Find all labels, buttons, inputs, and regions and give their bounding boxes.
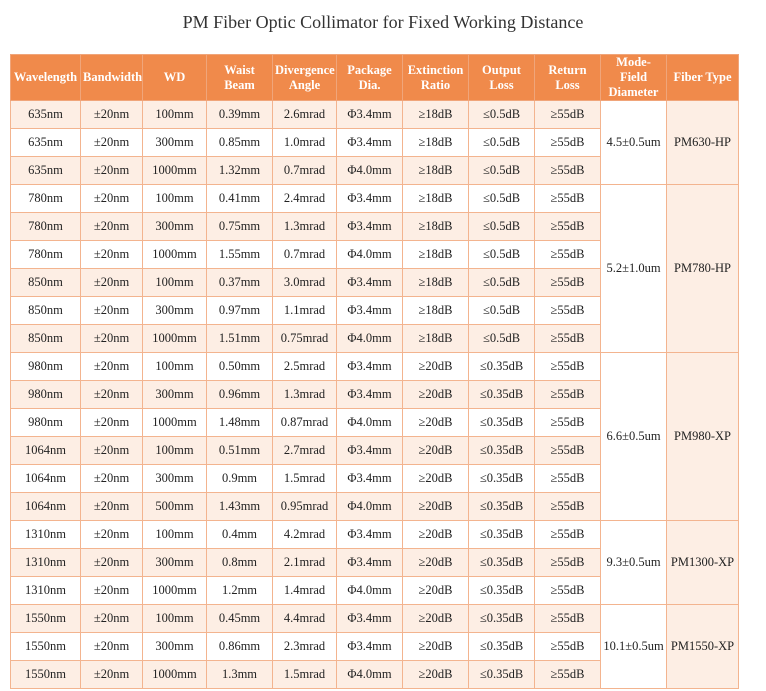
cell-wd: 1000mm <box>143 325 207 353</box>
header-wd: WD <box>143 55 207 101</box>
cell-return-loss: ≥55dB <box>535 577 601 605</box>
cell-waist-beam: 1.2mm <box>207 577 273 605</box>
cell-package-dia: Φ3.4mm <box>337 185 403 213</box>
cell-wd: 100mm <box>143 437 207 465</box>
cell-package-dia: Φ3.4mm <box>337 269 403 297</box>
table-row <box>11 101 739 129</box>
cell-bandwidth: ±20nm <box>81 157 143 185</box>
cell-output-loss: ≤0.35dB <box>469 353 535 381</box>
cell-return-loss: ≥55dB <box>535 381 601 409</box>
cell-wd: 1000mm <box>143 241 207 269</box>
cell-package-dia: Φ3.4mm <box>337 605 403 633</box>
cell-divergence-angle: 0.7mrad <box>273 241 337 269</box>
cell-package-dia: Φ3.4mm <box>337 437 403 465</box>
cell-output-loss: ≤0.35dB <box>469 661 535 689</box>
cell-output-loss: ≤0.35dB <box>469 633 535 661</box>
cell-return-loss: ≥55dB <box>535 465 601 493</box>
cell-extinction-ratio: ≥18dB <box>403 157 469 185</box>
header-output-loss: Output Loss <box>469 55 535 101</box>
cell-wd: 1000mm <box>143 409 207 437</box>
cell-extinction-ratio: ≥18dB <box>403 269 469 297</box>
cell-return-loss: ≥55dB <box>535 325 601 353</box>
cell-bandwidth: ±20nm <box>81 493 143 521</box>
cell-return-loss: ≥55dB <box>535 353 601 381</box>
cell-wavelength: 780nm <box>11 185 81 213</box>
cell-wavelength: 1064nm <box>11 465 81 493</box>
cell-return-loss: ≥55dB <box>535 661 601 689</box>
cell-bandwidth: ±20nm <box>81 353 143 381</box>
cell-divergence-angle: 2.4mrad <box>273 185 337 213</box>
cell-extinction-ratio: ≥20dB <box>403 381 469 409</box>
cell-waist-beam: 0.9mm <box>207 465 273 493</box>
cell-mode-field-diameter: 9.3±0.5um <box>601 521 667 605</box>
cell-wavelength: 635nm <box>11 101 81 129</box>
cell-bandwidth: ±20nm <box>81 129 143 157</box>
cell-return-loss: ≥55dB <box>535 605 601 633</box>
cell-waist-beam: 0.97mm <box>207 297 273 325</box>
cell-waist-beam: 0.45mm <box>207 605 273 633</box>
cell-bandwidth: ±20nm <box>81 381 143 409</box>
cell-output-loss: ≤0.5dB <box>469 325 535 353</box>
cell-extinction-ratio: ≥18dB <box>403 101 469 129</box>
cell-divergence-angle: 0.95mrad <box>273 493 337 521</box>
cell-package-dia: Φ4.0mm <box>337 241 403 269</box>
header-bandwidth: Bandwidth <box>81 55 143 101</box>
cell-wavelength: 635nm <box>11 157 81 185</box>
cell-extinction-ratio: ≥18dB <box>403 129 469 157</box>
cell-divergence-angle: 1.5mrad <box>273 465 337 493</box>
table-row <box>11 521 739 549</box>
cell-package-dia: Φ3.4mm <box>337 465 403 493</box>
cell-waist-beam: 0.96mm <box>207 381 273 409</box>
cell-waist-beam: 0.8mm <box>207 549 273 577</box>
cell-wd: 300mm <box>143 213 207 241</box>
cell-wd: 500mm <box>143 493 207 521</box>
cell-wd: 100mm <box>143 353 207 381</box>
table-body <box>11 101 739 689</box>
cell-bandwidth: ±20nm <box>81 465 143 493</box>
cell-package-dia: Φ4.0mm <box>337 577 403 605</box>
cell-waist-beam: 0.50mm <box>207 353 273 381</box>
cell-return-loss: ≥55dB <box>535 269 601 297</box>
cell-wavelength: 850nm <box>11 297 81 325</box>
cell-wavelength: 1064nm <box>11 493 81 521</box>
cell-waist-beam: 0.4mm <box>207 521 273 549</box>
cell-wd: 100mm <box>143 185 207 213</box>
cell-extinction-ratio: ≥20dB <box>403 605 469 633</box>
cell-divergence-angle: 1.4mrad <box>273 577 337 605</box>
cell-return-loss: ≥55dB <box>535 213 601 241</box>
cell-waist-beam: 1.43mm <box>207 493 273 521</box>
cell-output-loss: ≤0.5dB <box>469 269 535 297</box>
cell-wd: 100mm <box>143 101 207 129</box>
cell-divergence-angle: 2.6mrad <box>273 101 337 129</box>
cell-divergence-angle: 1.0mrad <box>273 129 337 157</box>
cell-return-loss: ≥55dB <box>535 101 601 129</box>
cell-output-loss: ≤0.35dB <box>469 437 535 465</box>
cell-wavelength: 980nm <box>11 409 81 437</box>
cell-divergence-angle: 2.3mrad <box>273 633 337 661</box>
cell-output-loss: ≤0.5dB <box>469 129 535 157</box>
cell-divergence-angle: 0.75mrad <box>273 325 337 353</box>
cell-divergence-angle: 2.7mrad <box>273 437 337 465</box>
cell-extinction-ratio: ≥20dB <box>403 437 469 465</box>
table-row <box>11 353 739 381</box>
cell-divergence-angle: 0.87mrad <box>273 409 337 437</box>
cell-output-loss: ≤0.5dB <box>469 213 535 241</box>
cell-package-dia: Φ4.0mm <box>337 325 403 353</box>
cell-wavelength: 980nm <box>11 381 81 409</box>
cell-package-dia: Φ4.0mm <box>337 493 403 521</box>
cell-wavelength: 780nm <box>11 241 81 269</box>
header-waist-beam: Waist Beam <box>207 55 273 101</box>
cell-wavelength: 1310nm <box>11 577 81 605</box>
cell-extinction-ratio: ≥20dB <box>403 465 469 493</box>
cell-waist-beam: 0.41mm <box>207 185 273 213</box>
cell-wavelength: 980nm <box>11 353 81 381</box>
cell-return-loss: ≥55dB <box>535 241 601 269</box>
cell-waist-beam: 1.32mm <box>207 157 273 185</box>
cell-wavelength: 1550nm <box>11 661 81 689</box>
cell-package-dia: Φ4.0mm <box>337 661 403 689</box>
cell-bandwidth: ±20nm <box>81 325 143 353</box>
cell-package-dia: Φ3.4mm <box>337 129 403 157</box>
cell-divergence-angle: 1.1mrad <box>273 297 337 325</box>
cell-package-dia: Φ3.4mm <box>337 353 403 381</box>
cell-wavelength: 1550nm <box>11 633 81 661</box>
cell-extinction-ratio: ≥18dB <box>403 185 469 213</box>
cell-waist-beam: 0.86mm <box>207 633 273 661</box>
cell-bandwidth: ±20nm <box>81 521 143 549</box>
cell-wd: 300mm <box>143 129 207 157</box>
spec-table <box>10 54 739 689</box>
cell-return-loss: ≥55dB <box>535 633 601 661</box>
cell-package-dia: Φ4.0mm <box>337 157 403 185</box>
cell-wd: 1000mm <box>143 157 207 185</box>
cell-output-loss: ≤0.35dB <box>469 493 535 521</box>
cell-package-dia: Φ3.4mm <box>337 521 403 549</box>
cell-extinction-ratio: ≥20dB <box>403 521 469 549</box>
cell-extinction-ratio: ≥20dB <box>403 549 469 577</box>
cell-wd: 100mm <box>143 269 207 297</box>
cell-waist-beam: 1.3mm <box>207 661 273 689</box>
cell-wd: 100mm <box>143 521 207 549</box>
cell-wavelength: 850nm <box>11 325 81 353</box>
cell-divergence-angle: 4.2mrad <box>273 521 337 549</box>
cell-return-loss: ≥55dB <box>535 521 601 549</box>
cell-wd: 300mm <box>143 549 207 577</box>
cell-output-loss: ≤0.35dB <box>469 605 535 633</box>
cell-return-loss: ≥55dB <box>535 409 601 437</box>
cell-output-loss: ≤0.35dB <box>469 521 535 549</box>
cell-extinction-ratio: ≥20dB <box>403 493 469 521</box>
cell-wd: 1000mm <box>143 661 207 689</box>
cell-divergence-angle: 1.3mrad <box>273 213 337 241</box>
cell-extinction-ratio: ≥18dB <box>403 213 469 241</box>
cell-bandwidth: ±20nm <box>81 213 143 241</box>
cell-return-loss: ≥55dB <box>535 129 601 157</box>
cell-bandwidth: ±20nm <box>81 661 143 689</box>
cell-wavelength: 1310nm <box>11 549 81 577</box>
cell-bandwidth: ±20nm <box>81 409 143 437</box>
header-return-loss: Return Loss <box>535 55 601 101</box>
header-mode-field-diameter: Mode-Field Diameter <box>601 55 667 101</box>
cell-wd: 100mm <box>143 605 207 633</box>
page-title: PM Fiber Optic Collimator for Fixed Working Distance <box>182 12 584 32</box>
cell-output-loss: ≤0.5dB <box>469 157 535 185</box>
cell-divergence-angle: 2.1mrad <box>273 549 337 577</box>
cell-package-dia: Φ3.4mm <box>337 381 403 409</box>
cell-mode-field-diameter: 10.1±0.5um <box>601 605 667 689</box>
cell-output-loss: ≤0.35dB <box>469 549 535 577</box>
cell-extinction-ratio: ≥20dB <box>403 353 469 381</box>
cell-divergence-angle: 2.5mrad <box>273 353 337 381</box>
cell-divergence-angle: 3.0mrad <box>273 269 337 297</box>
cell-mode-field-diameter: 4.5±0.5um <box>601 101 667 185</box>
cell-bandwidth: ±20nm <box>81 437 143 465</box>
cell-extinction-ratio: ≥18dB <box>403 325 469 353</box>
cell-fiber-type: PM1550-XP <box>667 605 739 689</box>
cell-extinction-ratio: ≥18dB <box>403 297 469 325</box>
cell-return-loss: ≥55dB <box>535 157 601 185</box>
cell-package-dia: Φ3.4mm <box>337 549 403 577</box>
cell-waist-beam: 0.37mm <box>207 269 273 297</box>
cell-output-loss: ≤0.35dB <box>469 409 535 437</box>
cell-return-loss: ≥55dB <box>535 549 601 577</box>
cell-bandwidth: ±20nm <box>81 605 143 633</box>
cell-fiber-type: PM780-HP <box>667 185 739 353</box>
cell-output-loss: ≤0.5dB <box>469 185 535 213</box>
cell-package-dia: Φ3.4mm <box>337 101 403 129</box>
header-extinction-ratio: Extinction Ratio <box>403 55 469 101</box>
cell-fiber-type: PM1300-XP <box>667 521 739 605</box>
cell-bandwidth: ±20nm <box>81 633 143 661</box>
header-divergence-angle: Divergence Angle <box>273 55 337 101</box>
cell-waist-beam: 1.55mm <box>207 241 273 269</box>
cell-return-loss: ≥55dB <box>535 493 601 521</box>
cell-extinction-ratio: ≥18dB <box>403 241 469 269</box>
cell-waist-beam: 0.51mm <box>207 437 273 465</box>
cell-wd: 1000mm <box>143 577 207 605</box>
cell-waist-beam: 0.39mm <box>207 101 273 129</box>
cell-bandwidth: ±20nm <box>81 185 143 213</box>
cell-wavelength: 635nm <box>11 129 81 157</box>
cell-return-loss: ≥55dB <box>535 437 601 465</box>
cell-bandwidth: ±20nm <box>81 297 143 325</box>
cell-extinction-ratio: ≥20dB <box>403 577 469 605</box>
cell-extinction-ratio: ≥20dB <box>403 633 469 661</box>
cell-wd: 300mm <box>143 465 207 493</box>
cell-output-loss: ≤0.35dB <box>469 381 535 409</box>
cell-divergence-angle: 0.7mrad <box>273 157 337 185</box>
cell-bandwidth: ±20nm <box>81 269 143 297</box>
cell-mode-field-diameter: 5.2±1.0um <box>601 185 667 353</box>
cell-fiber-type: PM630-HP <box>667 101 739 185</box>
cell-divergence-angle: 1.5mrad <box>273 661 337 689</box>
cell-wd: 300mm <box>143 297 207 325</box>
cell-output-loss: ≤0.35dB <box>469 577 535 605</box>
cell-return-loss: ≥55dB <box>535 297 601 325</box>
cell-bandwidth: ±20nm <box>81 101 143 129</box>
header-wavelength: Wavelength <box>11 55 81 101</box>
cell-wd: 300mm <box>143 633 207 661</box>
cell-output-loss: ≤0.5dB <box>469 241 535 269</box>
cell-wavelength: 850nm <box>11 269 81 297</box>
cell-package-dia: Φ4.0mm <box>337 409 403 437</box>
cell-divergence-angle: 4.4mrad <box>273 605 337 633</box>
cell-waist-beam: 0.85mm <box>207 129 273 157</box>
header-fiber-type: Fiber Type <box>667 55 739 101</box>
cell-package-dia: Φ3.4mm <box>337 633 403 661</box>
cell-bandwidth: ±20nm <box>81 549 143 577</box>
cell-package-dia: Φ3.4mm <box>337 297 403 325</box>
cell-wavelength: 780nm <box>11 213 81 241</box>
cell-output-loss: ≤0.5dB <box>469 101 535 129</box>
header-package-dia: Package Dia. <box>337 55 403 101</box>
cell-return-loss: ≥55dB <box>535 185 601 213</box>
cell-wd: 300mm <box>143 381 207 409</box>
cell-extinction-ratio: ≥20dB <box>403 661 469 689</box>
cell-bandwidth: ±20nm <box>81 577 143 605</box>
header-row <box>11 55 739 101</box>
table-row <box>11 185 739 213</box>
cell-extinction-ratio: ≥20dB <box>403 409 469 437</box>
cell-wavelength: 1064nm <box>11 437 81 465</box>
cell-wavelength: 1550nm <box>11 605 81 633</box>
cell-output-loss: ≤0.5dB <box>469 297 535 325</box>
cell-waist-beam: 1.48mm <box>207 409 273 437</box>
table-row <box>11 605 739 633</box>
cell-wavelength: 1310nm <box>11 521 81 549</box>
cell-waist-beam: 1.51mm <box>207 325 273 353</box>
cell-output-loss: ≤0.35dB <box>469 465 535 493</box>
cell-mode-field-diameter: 6.6±0.5um <box>601 353 667 521</box>
cell-fiber-type: PM980-XP <box>667 353 739 521</box>
cell-package-dia: Φ3.4mm <box>337 213 403 241</box>
cell-divergence-angle: 1.3mrad <box>273 381 337 409</box>
cell-bandwidth: ±20nm <box>81 241 143 269</box>
cell-waist-beam: 0.75mm <box>207 213 273 241</box>
